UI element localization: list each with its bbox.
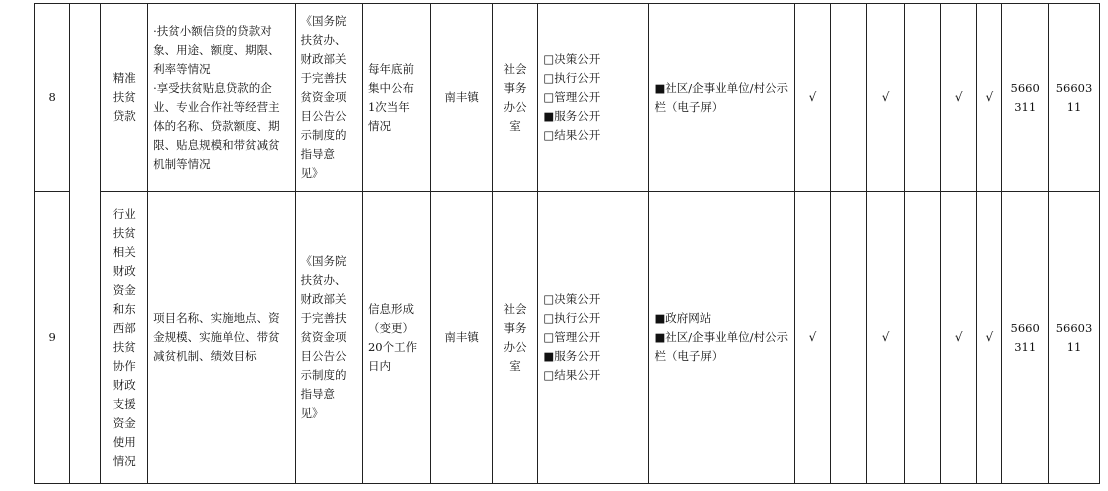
check-mark: √ xyxy=(977,192,1002,484)
open-type-option: □决策公开 xyxy=(543,52,601,66)
disclosure-channels xyxy=(649,4,794,192)
channel-item: ■社区/企事业单位/村公示栏（电子屏） xyxy=(654,330,789,363)
check-mark xyxy=(904,4,940,192)
disclosure-content: ·扶贫小额信贷的贷款对象、用途、额度、期限、利率等情况 ·享受扶贫贴息贷款的企业、专业合作社等经营主体的名称、贷款额度、期限、贴息规模和带贫减贫机制等情况 xyxy=(148,4,295,192)
check-mark: √ xyxy=(977,4,1002,192)
check-mark: √ xyxy=(794,4,830,192)
contact-phone: 56603 11 xyxy=(1049,192,1100,484)
open-type-option: □执行公开 xyxy=(543,311,601,325)
row-index: 9 xyxy=(35,192,70,484)
disclosure-content: 项目名称、实施地点、资金规模、实施单位、带贫减贫机制、绩效目标 xyxy=(148,192,295,484)
open-type-option: ■服务公开 xyxy=(543,349,601,363)
open-type-option: □结果公开 xyxy=(543,368,601,382)
open-types xyxy=(538,192,649,484)
check-mark: √ xyxy=(941,4,977,192)
disclosure-basis: 《国务院 扶贫办、 财政部关 于完善扶 贫资金项 目公告公 示制度的 指导意 见》 xyxy=(295,192,362,484)
check-mark xyxy=(831,192,867,484)
disclosure-basis: 《国务院 扶贫办、 财政部关 于完善扶 贫资金项 目公告公 示制度的 指导意 见》 xyxy=(295,4,362,192)
item-name: 精准 扶贫 贷款 xyxy=(101,4,148,192)
open-type-option: □决策公开 xyxy=(543,292,601,306)
check-mark xyxy=(904,192,940,484)
open-type-option: □执行公开 xyxy=(543,71,601,85)
time-limit: 信息形成 （变更） 20个工作 日内 xyxy=(362,192,431,484)
disclosure-table xyxy=(34,3,1100,484)
disclosure-channels xyxy=(649,192,794,484)
row-index: 8 xyxy=(35,4,70,192)
time-limit: 每年底前 集中公布 1次当年 情况 xyxy=(362,4,431,192)
check-mark: √ xyxy=(867,4,904,192)
check-mark: √ xyxy=(867,192,904,484)
check-mark: √ xyxy=(941,192,977,484)
open-type-option: □管理公开 xyxy=(543,90,601,104)
category-cell xyxy=(70,4,101,484)
disclosure-subject: 南丰镇 xyxy=(431,4,492,192)
contact-phone: 5660 311 xyxy=(1002,4,1049,192)
contact-phone: 5660 311 xyxy=(1002,192,1049,484)
open-type-option: □结果公开 xyxy=(543,128,601,142)
check-mark xyxy=(831,4,867,192)
open-types xyxy=(538,4,649,192)
item-name: 行业 扶贫 相关 财政 资金 和东 西部 扶贫 协作 财政 支援 资金 使用 情况 xyxy=(101,192,148,484)
open-type-option: ■服务公开 xyxy=(543,109,601,123)
table-row xyxy=(35,4,1100,192)
check-mark: √ xyxy=(794,192,830,484)
contact-phone: 56603 11 xyxy=(1049,4,1100,192)
disclosure-object: 社会 事务 办公 室 xyxy=(492,192,538,484)
disclosure-subject: 南丰镇 xyxy=(431,192,492,484)
table-row xyxy=(35,192,1100,484)
disclosure-object: 社会 事务 办公 室 xyxy=(492,4,538,192)
channel-item: ■政府网站 xyxy=(654,311,712,325)
channel-item: ■社区/企事业单位/村公示栏（电子屏） xyxy=(654,80,789,114)
open-type-option: □管理公开 xyxy=(543,330,601,344)
